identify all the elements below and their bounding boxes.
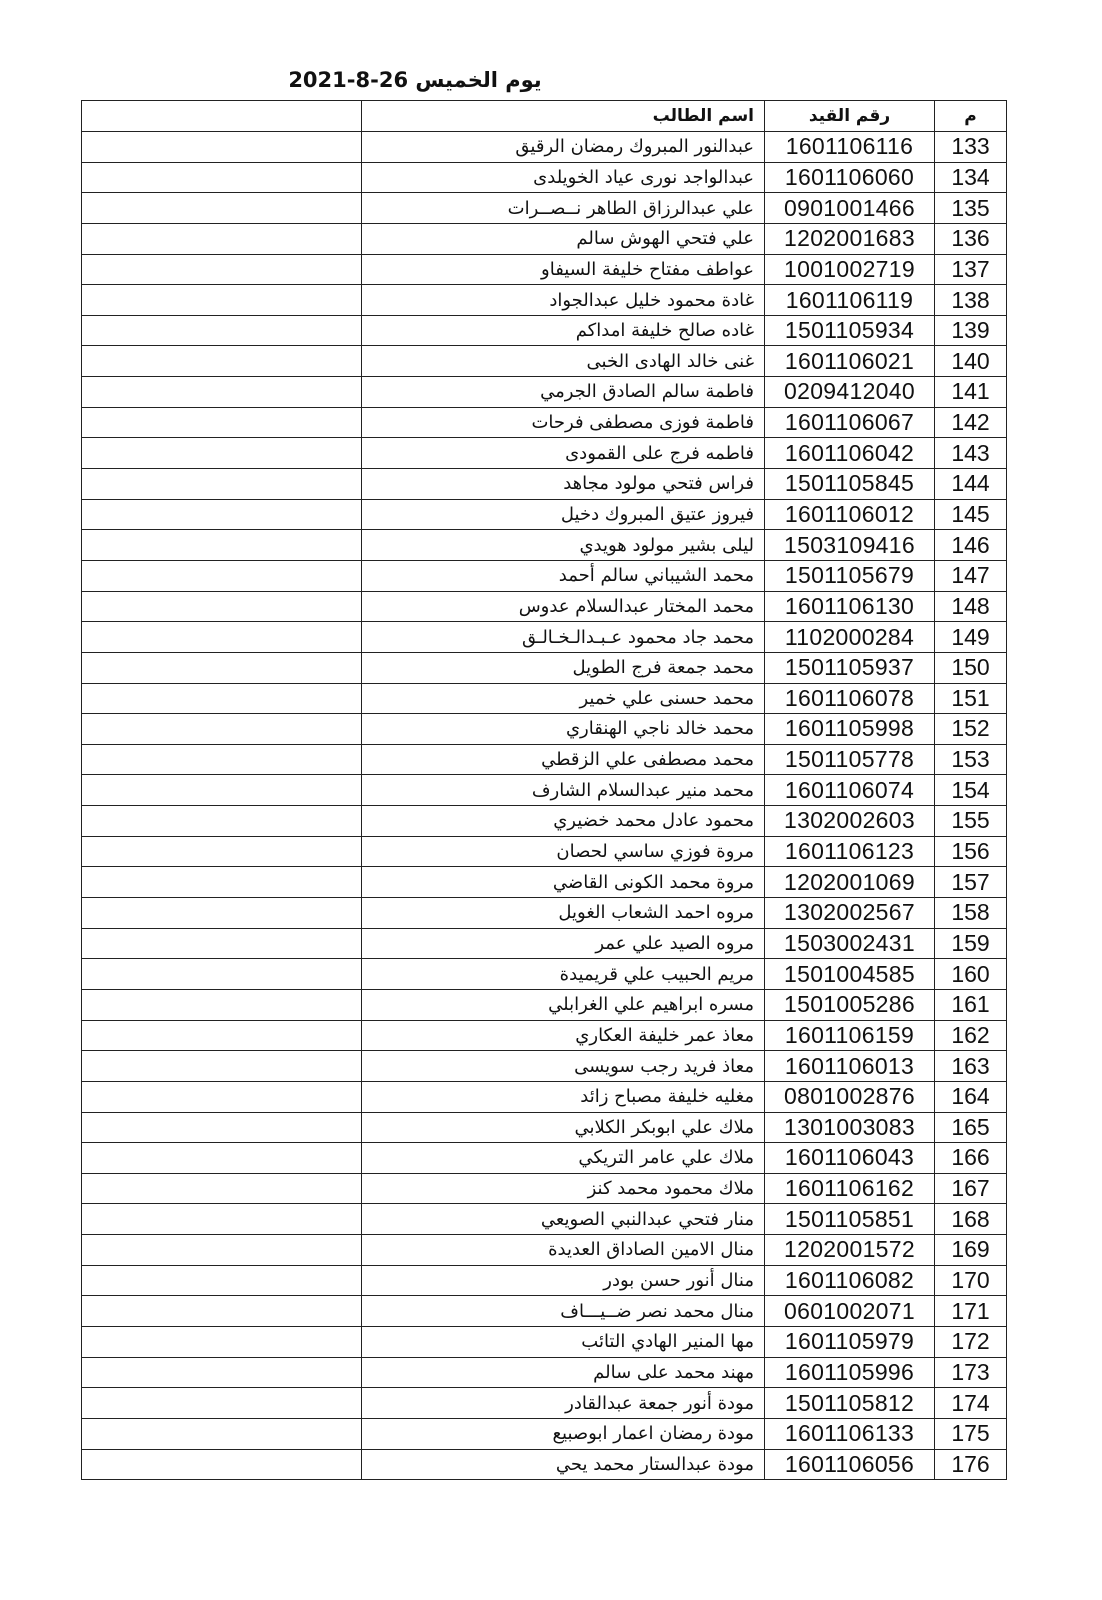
blank-cell <box>82 867 362 898</box>
row-number-cell: 161 <box>935 989 1007 1020</box>
table-row <box>82 1235 1007 1266</box>
student-name-cell: عواطف مفتاح خليفة السيفاو <box>362 254 765 285</box>
student-name-cell: ليلى بشير مولود هويدي <box>362 530 765 561</box>
table-row <box>82 1081 1007 1112</box>
blank-cell <box>82 285 362 316</box>
registration-number-cell: 1302002567 <box>765 898 935 929</box>
table-row <box>82 1418 1007 1449</box>
row-number-cell: 141 <box>935 377 1007 408</box>
blank-cell <box>82 407 362 438</box>
table-row <box>82 867 1007 898</box>
row-number-cell: 173 <box>935 1357 1007 1388</box>
student-name-cell: منار فتحي عبدالنبي الصويعي <box>362 1204 765 1235</box>
student-name-cell: محمد خالد ناجي الهنقاري <box>362 714 765 745</box>
table-row <box>82 499 1007 530</box>
student-name-cell: محمد منير عبدالسلام الشارف <box>362 775 765 806</box>
table-row <box>82 560 1007 591</box>
row-number-cell: 150 <box>935 652 1007 683</box>
table-row <box>82 622 1007 653</box>
registration-number-cell: 1202001069 <box>765 867 935 898</box>
registration-number-cell: 1601106159 <box>765 1020 935 1051</box>
student-name-cell: فاطمة فوزى مصطفى فرحات <box>362 407 765 438</box>
row-number-cell: 165 <box>935 1112 1007 1143</box>
registration-number-cell: 1301003083 <box>765 1112 935 1143</box>
table-row <box>82 1112 1007 1143</box>
row-number-cell: 134 <box>935 162 1007 193</box>
student-name-cell: مريم الحبيب علي قريميدة <box>362 959 765 990</box>
registration-number-cell: 1503002431 <box>765 928 935 959</box>
student-name-cell: غادة محمود خليل عبدالجواد <box>362 285 765 316</box>
table-row <box>82 285 1007 316</box>
row-number-cell: 143 <box>935 438 1007 469</box>
blank-cell <box>82 132 362 163</box>
registration-number-cell: 1601106013 <box>765 1051 935 1082</box>
student-name-cell: مسره ابراهيم علي الغرابلي <box>362 989 765 1020</box>
blank-cell <box>82 1265 362 1296</box>
registration-number-cell: 1501105934 <box>765 315 935 346</box>
student-roster-table <box>81 100 1007 1480</box>
registration-number-cell: 1601106060 <box>765 162 935 193</box>
table-row <box>82 469 1007 500</box>
registration-number-cell: 1601106123 <box>765 836 935 867</box>
student-name-cell: عبدالنور المبروك رمضان الرقيق <box>362 132 765 163</box>
row-number-cell: 155 <box>935 806 1007 837</box>
student-name-cell: محمد حسنى علي خمير <box>362 683 765 714</box>
row-number-cell: 163 <box>935 1051 1007 1082</box>
table-row <box>82 1296 1007 1327</box>
student-name-cell: مهند محمد على سالم <box>362 1357 765 1388</box>
registration-number-cell: 0901001466 <box>765 193 935 224</box>
row-number-cell: 175 <box>935 1418 1007 1449</box>
student-name-cell: محمود عادل محمد خضيري <box>362 806 765 837</box>
table-row <box>82 1143 1007 1174</box>
table-row <box>82 806 1007 837</box>
blank-cell <box>82 1357 362 1388</box>
blank-cell <box>82 1143 362 1174</box>
registration-number-cell: 1601106130 <box>765 591 935 622</box>
column-header-registration: رقم القيد <box>765 101 935 132</box>
student-name-cell: ملاك علي ابوبكر الكلابي <box>362 1112 765 1143</box>
blank-cell <box>82 1112 362 1143</box>
row-number-cell: 159 <box>935 928 1007 959</box>
blank-cell <box>82 254 362 285</box>
student-name-cell: محمد مصطفى علي الزقطي <box>362 744 765 775</box>
row-number-cell: 168 <box>935 1204 1007 1235</box>
row-number-cell: 133 <box>935 132 1007 163</box>
student-name-cell: مروة محمد الكونى القاضي <box>362 867 765 898</box>
row-number-cell: 153 <box>935 744 1007 775</box>
table-row <box>82 744 1007 775</box>
row-number-cell: 152 <box>935 714 1007 745</box>
row-number-cell: 162 <box>935 1020 1007 1051</box>
blank-cell <box>82 1296 362 1327</box>
row-number-cell: 135 <box>935 193 1007 224</box>
blank-cell <box>82 1449 362 1480</box>
registration-number-cell: 1601106012 <box>765 499 935 530</box>
row-number-cell: 167 <box>935 1173 1007 1204</box>
table-body <box>82 132 1007 1480</box>
blank-cell <box>82 1020 362 1051</box>
registration-number-cell: 1503109416 <box>765 530 935 561</box>
table-row <box>82 683 1007 714</box>
registration-number-cell: 1601106021 <box>765 346 935 377</box>
blank-cell <box>82 1051 362 1082</box>
blank-cell <box>82 1418 362 1449</box>
blank-cell <box>82 744 362 775</box>
page-title: يوم الخميس 26-8-2021 <box>288 68 542 92</box>
row-number-cell: 166 <box>935 1143 1007 1174</box>
student-name-cell: غنى خالد الهادى الخبى <box>362 346 765 377</box>
table-row <box>82 223 1007 254</box>
student-name-cell: فيروز عتيق المبروك دخيل <box>362 499 765 530</box>
blank-cell <box>82 1326 362 1357</box>
student-name-cell: معاذ فريد رجب سويسى <box>362 1051 765 1082</box>
student-name-cell: مودة رمضان اعمار ابوصبيع <box>362 1418 765 1449</box>
registration-number-cell: 1601105996 <box>765 1357 935 1388</box>
table-row <box>82 591 1007 622</box>
table-row <box>82 959 1007 990</box>
blank-cell <box>82 714 362 745</box>
student-name-cell: مروه الصيد علي عمر <box>362 928 765 959</box>
blank-cell <box>82 591 362 622</box>
blank-cell <box>82 806 362 837</box>
table-row <box>82 652 1007 683</box>
registration-number-cell: 1501105937 <box>765 652 935 683</box>
blank-cell <box>82 898 362 929</box>
blank-cell <box>82 928 362 959</box>
blank-cell <box>82 683 362 714</box>
row-number-cell: 172 <box>935 1326 1007 1357</box>
row-number-cell: 136 <box>935 223 1007 254</box>
column-header-number: م <box>935 101 1007 132</box>
registration-number-cell: 1501005286 <box>765 989 935 1020</box>
registration-number-cell: 1601105998 <box>765 714 935 745</box>
registration-number-cell: 1601106078 <box>765 683 935 714</box>
row-number-cell: 148 <box>935 591 1007 622</box>
column-header-blank <box>82 101 362 132</box>
registration-number-cell: 1001002719 <box>765 254 935 285</box>
registration-number-cell: 0209412040 <box>765 377 935 408</box>
row-number-cell: 170 <box>935 1265 1007 1296</box>
registration-number-cell: 0801002876 <box>765 1081 935 1112</box>
student-name-cell: غاده صالح خليفة امداكم <box>362 315 765 346</box>
table-row <box>82 714 1007 745</box>
registration-number-cell: 1202001683 <box>765 223 935 254</box>
table-row <box>82 928 1007 959</box>
blank-cell <box>82 346 362 377</box>
registration-number-cell: 1501105812 <box>765 1388 935 1419</box>
registration-number-cell: 1601106042 <box>765 438 935 469</box>
student-name-cell: ملاك محمود محمد كنز <box>362 1173 765 1204</box>
row-number-cell: 138 <box>935 285 1007 316</box>
row-number-cell: 149 <box>935 622 1007 653</box>
table-row <box>82 898 1007 929</box>
student-name-cell: منال محمد نصر ضــيـــاف <box>362 1296 765 1327</box>
table-row <box>82 407 1007 438</box>
table-row <box>82 1326 1007 1357</box>
registration-number-cell: 1601106082 <box>765 1265 935 1296</box>
row-number-cell: 146 <box>935 530 1007 561</box>
blank-cell <box>82 499 362 530</box>
table-row <box>82 438 1007 469</box>
table-row <box>82 1449 1007 1480</box>
table-row <box>82 1388 1007 1419</box>
table-header-row <box>82 101 1007 132</box>
row-number-cell: 140 <box>935 346 1007 377</box>
student-name-cell: مودة أنور جمعة عبدالقادر <box>362 1388 765 1419</box>
row-number-cell: 157 <box>935 867 1007 898</box>
row-number-cell: 160 <box>935 959 1007 990</box>
student-name-cell: محمد جمعة فرج الطويل <box>362 652 765 683</box>
row-number-cell: 139 <box>935 315 1007 346</box>
registration-number-cell: 1501105778 <box>765 744 935 775</box>
blank-cell <box>82 530 362 561</box>
student-name-cell: محمد الشيباني سالم أحمد <box>362 560 765 591</box>
registration-number-cell: 1202001572 <box>765 1235 935 1266</box>
student-name-cell: محمد المختار عبدالسلام عدوس <box>362 591 765 622</box>
row-number-cell: 137 <box>935 254 1007 285</box>
table-row <box>82 836 1007 867</box>
registration-number-cell: 1302002603 <box>765 806 935 837</box>
student-name-cell: فاطمة سالم الصادق الجرمي <box>362 377 765 408</box>
blank-cell <box>82 775 362 806</box>
registration-number-cell: 1102000284 <box>765 622 935 653</box>
registration-number-cell: 1601106074 <box>765 775 935 806</box>
registration-number-cell: 1601106133 <box>765 1418 935 1449</box>
table-row <box>82 377 1007 408</box>
student-name-cell: محمد جاد محمود عـبـدالـخـالـق <box>362 622 765 653</box>
blank-cell <box>82 1204 362 1235</box>
student-name-cell: معاذ عمر خليفة العكاري <box>362 1020 765 1051</box>
table-row <box>82 1020 1007 1051</box>
registration-number-cell: 1601106162 <box>765 1173 935 1204</box>
student-name-cell: مروة فوزي ساسي لحصان <box>362 836 765 867</box>
column-header-student-name: اسم الطالب <box>362 101 765 132</box>
table-row <box>82 132 1007 163</box>
blank-cell <box>82 1173 362 1204</box>
row-number-cell: 171 <box>935 1296 1007 1327</box>
blank-cell <box>82 836 362 867</box>
blank-cell <box>82 469 362 500</box>
row-number-cell: 154 <box>935 775 1007 806</box>
blank-cell <box>82 223 362 254</box>
table-row <box>82 315 1007 346</box>
student-name-cell: مغليه خليفة مصباح زائد <box>362 1081 765 1112</box>
table-row <box>82 193 1007 224</box>
table-row <box>82 1357 1007 1388</box>
row-number-cell: 158 <box>935 898 1007 929</box>
row-number-cell: 151 <box>935 683 1007 714</box>
registration-number-cell: 1601106056 <box>765 1449 935 1480</box>
student-name-cell: منال الامين الصاداق العديدة <box>362 1235 765 1266</box>
row-number-cell: 156 <box>935 836 1007 867</box>
registration-number-cell: 1501004585 <box>765 959 935 990</box>
registration-number-cell: 1601106067 <box>765 407 935 438</box>
student-name-cell: منال أنور حسن بودر <box>362 1265 765 1296</box>
student-name-cell: فاطمه فرج على القمودى <box>362 438 765 469</box>
registration-number-cell: 0601002071 <box>765 1296 935 1327</box>
blank-cell <box>82 162 362 193</box>
row-number-cell: 147 <box>935 560 1007 591</box>
table-row <box>82 254 1007 285</box>
student-name-cell: علي فتحي الهوش سالم <box>362 223 765 254</box>
row-number-cell: 164 <box>935 1081 1007 1112</box>
student-name-cell: مها المنير الهادي التائب <box>362 1326 765 1357</box>
blank-cell <box>82 959 362 990</box>
blank-cell <box>82 989 362 1020</box>
registration-number-cell: 1601106116 <box>765 132 935 163</box>
blank-cell <box>82 622 362 653</box>
registration-number-cell: 1501105845 <box>765 469 935 500</box>
blank-cell <box>82 1235 362 1266</box>
table-row <box>82 1265 1007 1296</box>
blank-cell <box>82 652 362 683</box>
row-number-cell: 144 <box>935 469 1007 500</box>
table-row <box>82 162 1007 193</box>
blank-cell <box>82 1388 362 1419</box>
row-number-cell: 169 <box>935 1235 1007 1266</box>
registration-number-cell: 1501105851 <box>765 1204 935 1235</box>
table-row <box>82 530 1007 561</box>
blank-cell <box>82 1081 362 1112</box>
registration-number-cell: 1501105679 <box>765 560 935 591</box>
registration-number-cell: 1601106119 <box>765 285 935 316</box>
student-name-cell: فراس فتحي مولود مجاهد <box>362 469 765 500</box>
blank-cell <box>82 193 362 224</box>
row-number-cell: 145 <box>935 499 1007 530</box>
blank-cell <box>82 315 362 346</box>
student-name-cell: مودة عبدالستار محمد يحي <box>362 1449 765 1480</box>
table-row <box>82 775 1007 806</box>
row-number-cell: 176 <box>935 1449 1007 1480</box>
student-name-cell: عبدالواجد نورى عياد الخويلدى <box>362 162 765 193</box>
table-row <box>82 1204 1007 1235</box>
blank-cell <box>82 377 362 408</box>
table-row <box>82 1173 1007 1204</box>
row-number-cell: 142 <box>935 407 1007 438</box>
table-row <box>82 1051 1007 1082</box>
blank-cell <box>82 438 362 469</box>
student-name-cell: ملاك علي عامر التريكي <box>362 1143 765 1174</box>
blank-cell <box>82 560 362 591</box>
row-number-cell: 174 <box>935 1388 1007 1419</box>
table-row <box>82 346 1007 377</box>
registration-number-cell: 1601106043 <box>765 1143 935 1174</box>
registration-number-cell: 1601105979 <box>765 1326 935 1357</box>
table-row <box>82 989 1007 1020</box>
student-name-cell: مروه احمد الشعاب الغويل <box>362 898 765 929</box>
student-name-cell: علي عبدالرزاق الطاهر نــصــرات <box>362 193 765 224</box>
